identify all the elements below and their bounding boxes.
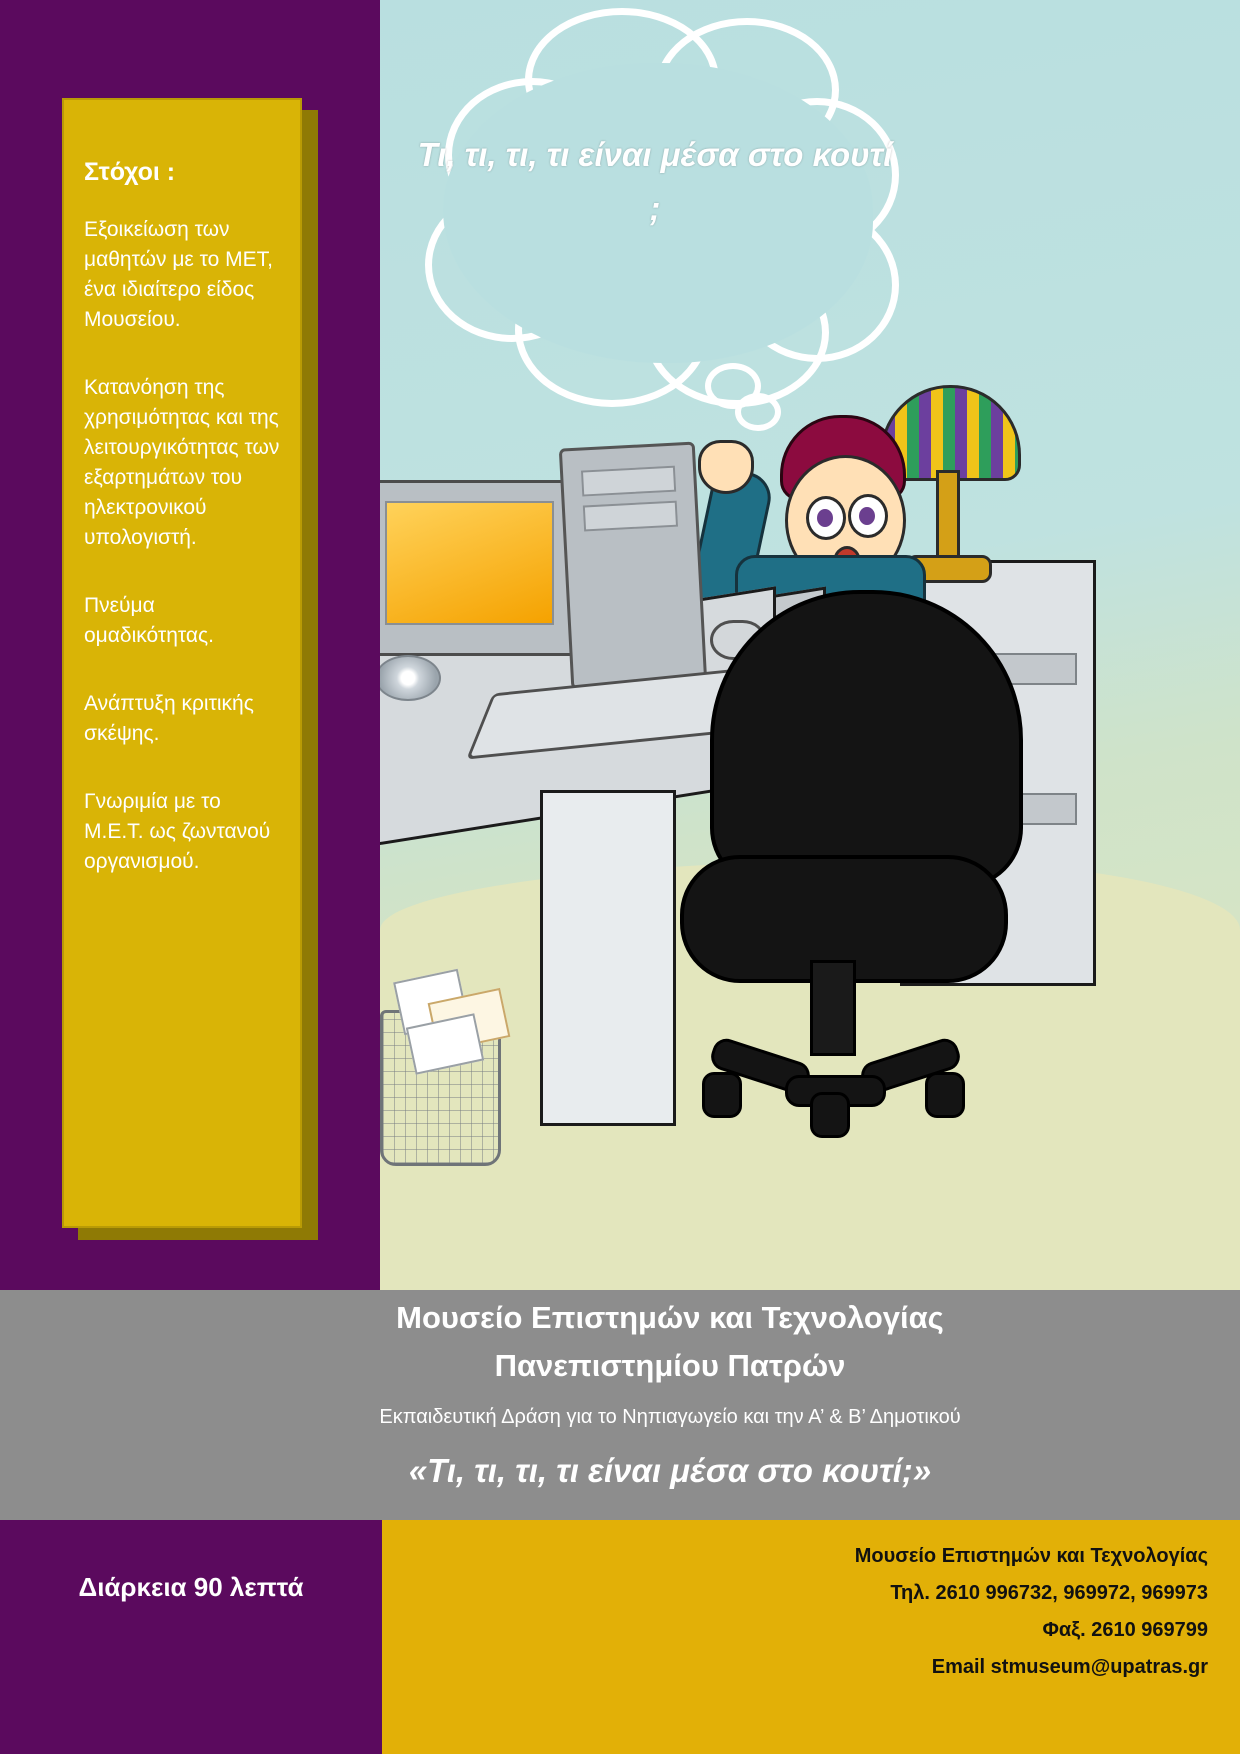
contact-line: Email stmuseum@upatras.gr bbox=[931, 1656, 1208, 1678]
contact-line: Μουσείο Επιστημών και Τεχνολογίας bbox=[854, 1545, 1208, 1567]
duration-block bbox=[0, 1520, 382, 1754]
museum-name-line2: Πανεπιστημίου Πατρών bbox=[494, 1348, 846, 1383]
thought-bubble bbox=[405, 8, 905, 408]
goal-item: Εξοικείωση των μαθητών με το ΜΕΤ, ένα ιδιαίτερο είδος Μουσείου. bbox=[84, 218, 273, 331]
contact-line: Τηλ. 2610 996732, 969972, 969973 bbox=[890, 1582, 1208, 1604]
chair-legs bbox=[710, 1030, 960, 1120]
museum-name-line1: Μουσείο Επιστημών και Τεχνολογίας bbox=[396, 1300, 944, 1335]
computer-tower bbox=[559, 442, 707, 690]
contact-block bbox=[382, 1520, 1240, 1754]
drive-bay bbox=[583, 501, 678, 532]
contact-line: Φαξ. 2610 969799 bbox=[1042, 1619, 1208, 1641]
drive-bay bbox=[581, 466, 676, 497]
duration-text: Διάρκεια 90 λεπτά bbox=[78, 1572, 304, 1602]
program-title: «Τι, τι, τι, τι είναι μέσα στο κουτί;» bbox=[408, 1452, 932, 1489]
audience-subtitle: Εκπαιδευτική Δράση για το Νηπιαγωγείο και την Α’ & Β’ Δημοτικού bbox=[379, 1406, 961, 1428]
goals-panel bbox=[62, 98, 302, 1228]
desk-leg bbox=[540, 790, 676, 1126]
thought-bubble-text: Τι, τι, τι, τι είναι μέσα στο κουτί ; bbox=[417, 136, 893, 227]
goals-title: Στόχοι : bbox=[84, 158, 176, 186]
computer-monitor bbox=[380, 480, 581, 656]
boy-hand bbox=[698, 440, 754, 494]
monitor-screen bbox=[385, 501, 554, 625]
goal-item: Ανάπτυξη κριτικής σκέψης. bbox=[84, 692, 254, 745]
goal-item: Πνεύμα ομαδικότητας. bbox=[84, 594, 214, 647]
chair-back bbox=[710, 590, 1023, 888]
title-band bbox=[0, 1290, 1240, 1520]
goal-item: Κατανόηση της χρησιμότητας και της λειτουργικότητας των εξαρτημάτων του ηλεκτρονικού υπολογιστή. bbox=[84, 376, 280, 549]
goal-item: Γνωριμία με το Μ.Ε.Τ. ως ζωντανού οργανισμού. bbox=[84, 790, 271, 873]
illustration bbox=[380, 0, 1240, 1290]
contact-info bbox=[508, 1538, 1208, 1686]
